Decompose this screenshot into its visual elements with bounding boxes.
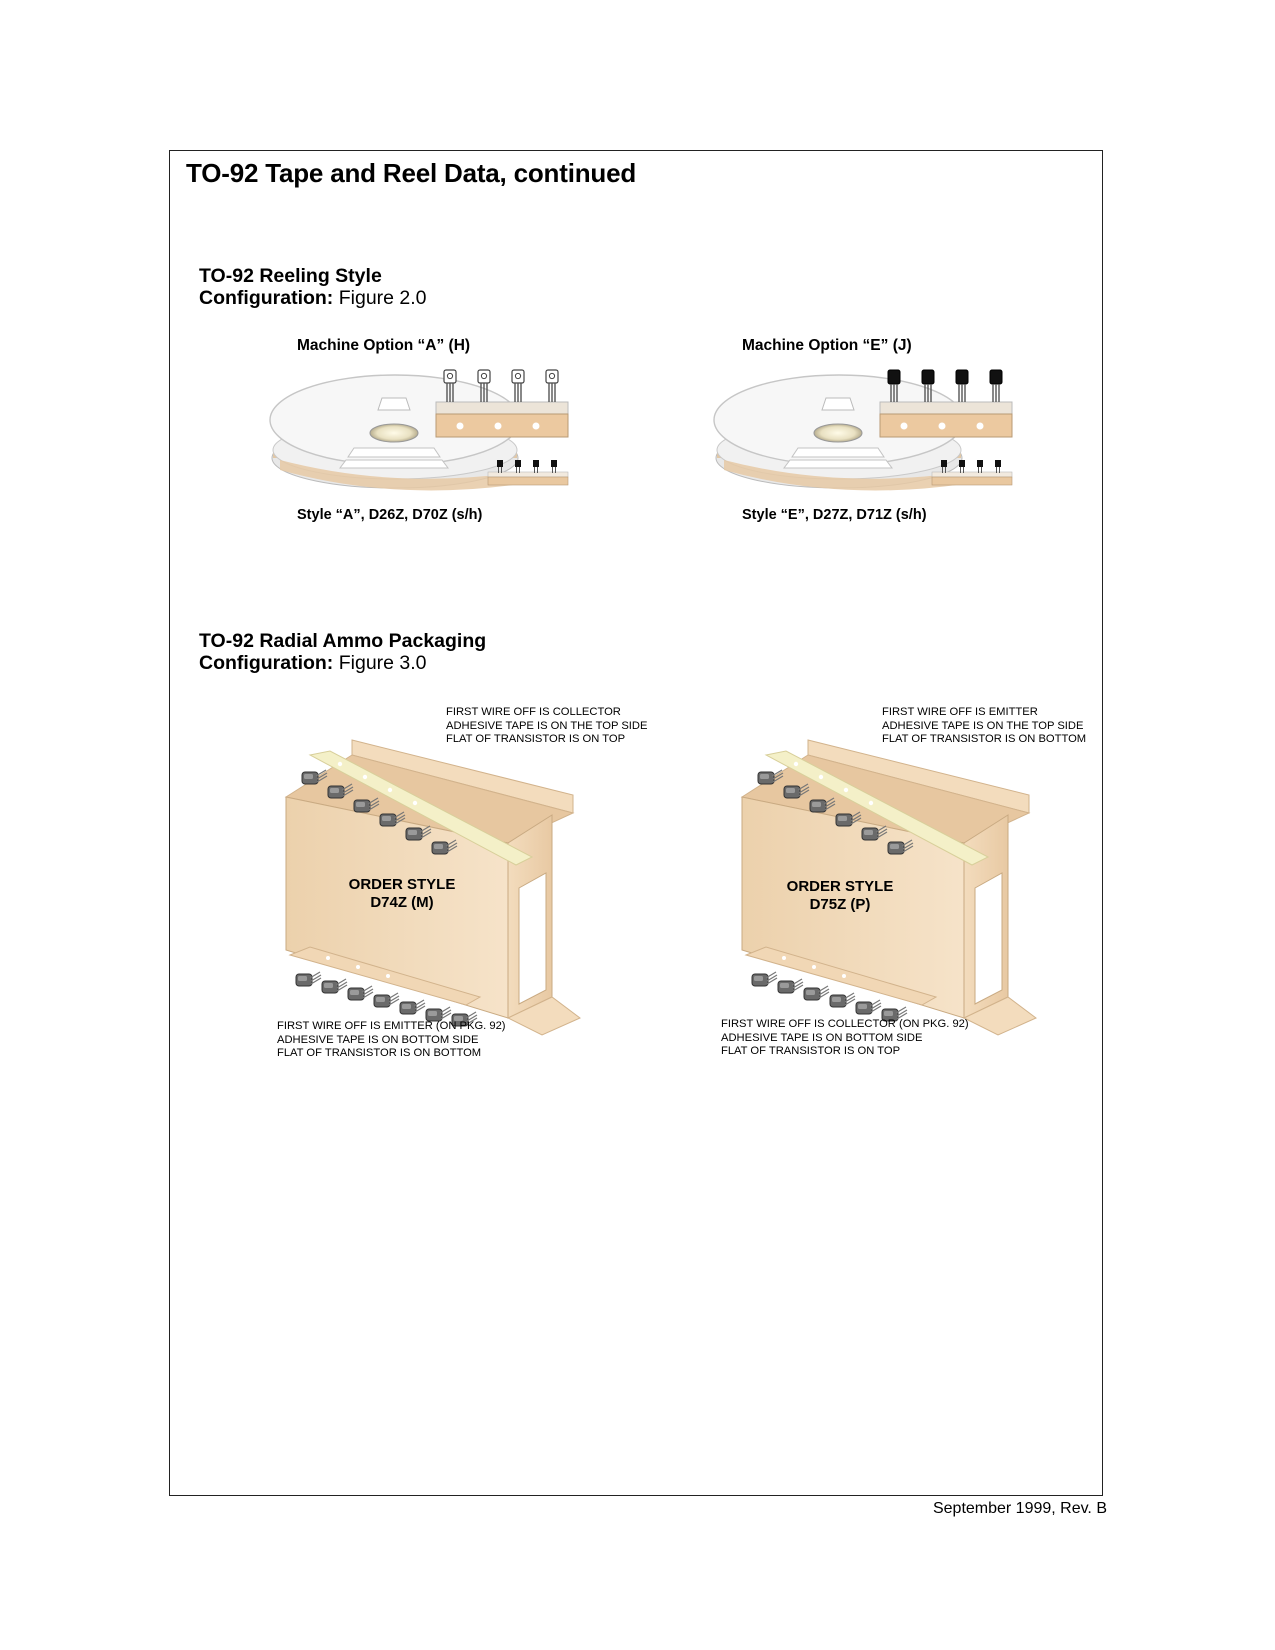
box-label-line: D75Z (P) <box>809 896 871 913</box>
reeling-config-value: Figure 2.0 <box>338 287 427 309</box>
style-e-caption: Style “E”, D27Z, D71Z (s/h) <box>742 507 927 523</box>
machine-option-e-heading: Machine Option “E” (J) <box>742 337 912 354</box>
ammo-config-value: Figure 3.0 <box>338 652 427 674</box>
note-line: FLAT OF TRANSISTOR IS ON BOTTOM <box>277 1047 482 1059</box>
tape-strip-bottom <box>932 460 1012 485</box>
note-line: FIRST WIRE OFF IS COLLECTOR <box>446 706 621 718</box>
reeling-configuration <box>199 287 427 310</box>
note-line: FIRST WIRE OFF IS EMITTER (ON PKG. 92) <box>277 1020 506 1032</box>
ammo-left-bottom-note <box>277 1020 506 1061</box>
ammo-section-title: TO-92 Radial Ammo Packaging <box>199 630 487 652</box>
footer-date-revision: September 1999, Rev. B <box>932 1500 1107 1517</box>
style-a-caption: Style “A”, D26Z, D70Z (s/h) <box>297 507 483 523</box>
tape-strip-bottom <box>488 460 568 485</box>
ammo-right-bottom-note <box>721 1018 969 1059</box>
tape-strip-top <box>880 370 1012 437</box>
ammo-right-box-label <box>770 878 910 914</box>
reel-illustration-e <box>714 360 1034 500</box>
ammo-configuration <box>199 652 427 675</box>
note-line: FIRST WIRE OFF IS COLLECTOR (ON PKG. 92) <box>721 1018 969 1030</box>
note-line: FLAT OF TRANSISTOR IS ON TOP <box>721 1045 901 1057</box>
box-label-line: ORDER STYLE <box>348 876 456 893</box>
note-line: FLAT OF TRANSISTOR IS ON TOP <box>446 733 626 745</box>
note-line: FIRST WIRE OFF IS EMITTER <box>882 706 1038 718</box>
ammo-left-box-label <box>332 876 472 912</box>
reel-illustration-a <box>270 360 590 500</box>
tape-strip-top <box>436 370 568 437</box>
note-line: ADHESIVE TAPE IS ON BOTTOM SIDE <box>721 1031 923 1044</box>
note-line: ADHESIVE TAPE IS ON THE TOP SIDE <box>882 719 1084 732</box>
note-line: ADHESIVE TAPE IS ON BOTTOM SIDE <box>277 1033 479 1046</box>
note-line: FLAT OF TRANSISTOR IS ON BOTTOM <box>882 733 1087 745</box>
box-label-line: D74Z (M) <box>370 894 434 911</box>
reeling-section-title: TO-92 Reeling Style <box>199 265 382 287</box>
box-label-line: ORDER STYLE <box>786 878 894 895</box>
page-title: TO-92 Tape and Reel Data, continued <box>186 158 637 188</box>
machine-option-a-heading: Machine Option “A” (H) <box>297 337 471 354</box>
note-line: ADHESIVE TAPE IS ON THE TOP SIDE <box>446 719 648 732</box>
ammo-config-label: Configuration: <box>199 652 334 674</box>
reeling-config-label: Configuration: <box>199 287 334 309</box>
